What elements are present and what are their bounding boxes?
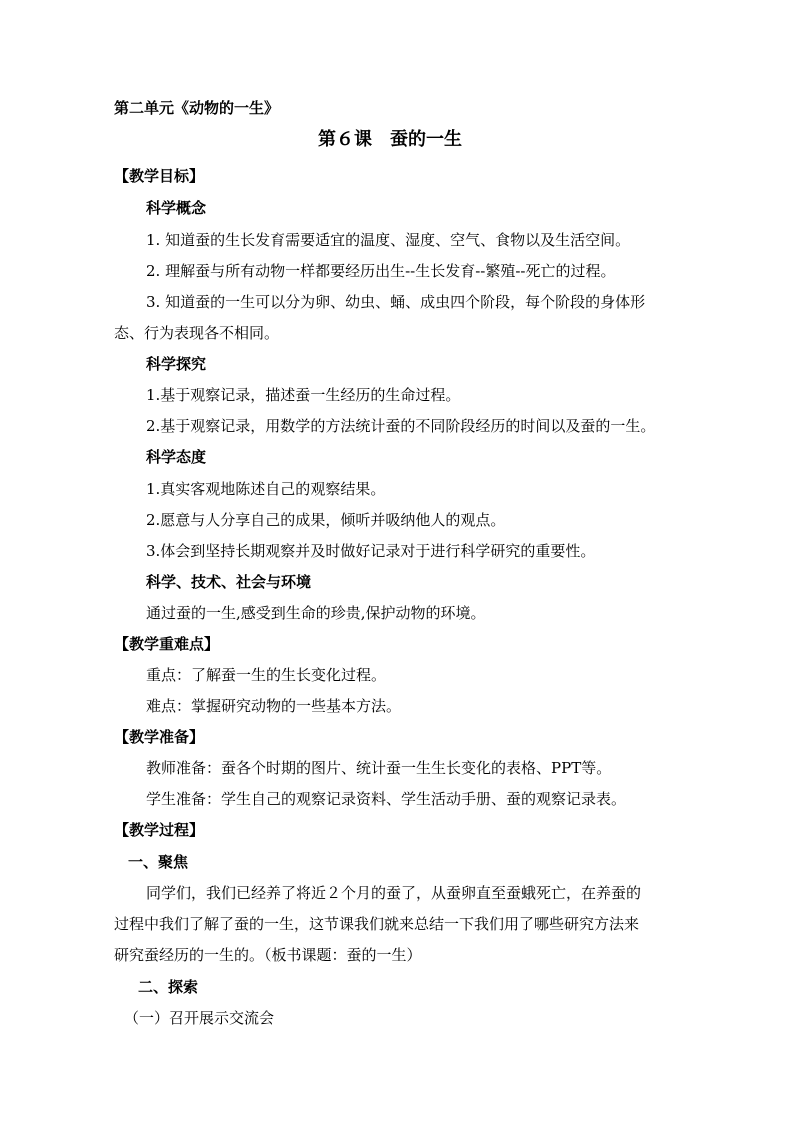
student-preparation: 学生准备：学生自己的观察记录资料、学生活动手册、蚕的观察记录表。 (146, 790, 627, 808)
sts-heading: 科学、技术、社会与环境 (146, 573, 312, 591)
inquiry-heading: 科学探究 (146, 355, 207, 373)
attitude-item-1: 1.真实客观地陈述自己的观察结果。 (146, 480, 386, 498)
key-point-item: 重点：了解蚕一生的生长变化过程。 (146, 666, 387, 684)
lesson-title: 第６课 蚕的一生 (318, 129, 462, 150)
concept-item-1: 1. 知道蚕的生长发育需要适宜的温度、湿度、空气、食物以及生活空间。 (146, 231, 631, 249)
inquiry-item-2: 2.基于观察记录，用数学的方法统计蚕的不同阶段经历的时间以及蚕的一生。 (146, 417, 656, 435)
inquiry-item-1: 1.基于观察记录，描述蚕一生经历的生命过程。 (146, 386, 461, 404)
attitude-heading: 科学态度 (146, 448, 207, 466)
concept-item-3: 3. 知道蚕的一生可以分为卵、幼虫、蛹、成虫四个阶段，每个阶段的身体形 (146, 293, 646, 311)
objectives-heading: 【教学目标】 (114, 167, 205, 185)
key-points-heading: 【教学重难点】 (114, 635, 220, 653)
focus-line-1: 同学们，我们已经养了将近２个月的蚕了，从蚕卵直至蚕蛾死亡，在养蚕的 (146, 884, 642, 902)
focus-heading: 一、聚焦 (128, 853, 189, 871)
concept-heading: 科学概念 (146, 199, 207, 217)
focus-line-3: 研究蚕经历的一生的。（板书课题：蚕的一生） (114, 946, 422, 964)
explore-heading: 二、探索 (138, 978, 199, 996)
explore-sub-heading: （一）召开展示交流会 (124, 1009, 275, 1027)
unit-title: 第二单元《动物的一生》 (114, 99, 280, 117)
difficult-point-item: 难点：掌握研究动物的一些基本方法。 (146, 697, 402, 715)
process-heading: 【教学过程】 (114, 821, 205, 839)
attitude-item-3: 3.体会到坚持长期观察并及时做好记录对于进行科学研究的重要性。 (146, 542, 596, 560)
attitude-item-2: 2.愿意与人分享自己的成果，倾听并吸纳他人的观点。 (146, 511, 506, 529)
sts-item-1: 通过蚕的一生,感受到生命的珍贵,保护动物的环境。 (146, 604, 486, 622)
concept-item-3-cont: 态、行为表现各不相同。 (114, 324, 280, 342)
preparation-heading: 【教学准备】 (114, 728, 205, 746)
teacher-preparation: 教师准备：蚕各个时期的图片、统计蚕一生生长变化的表格、PPT等。 (146, 759, 612, 777)
focus-line-2: 过程中我们了解了蚕的一生，这节课我们就来总结一下我们用了哪些研究方法来 (114, 915, 640, 933)
concept-item-2: 2. 理解蚕与所有动物一样都要经历出生--生长发育--繁殖--死亡的过程。 (146, 262, 616, 280)
